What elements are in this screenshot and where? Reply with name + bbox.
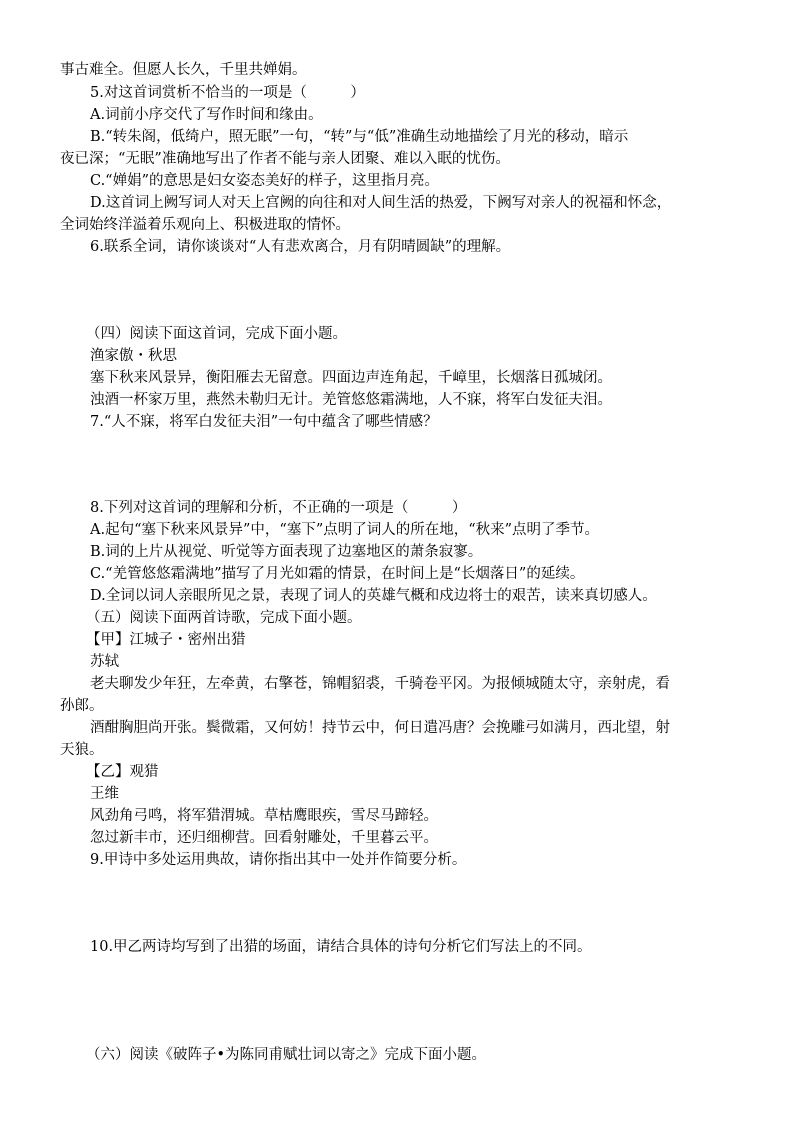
poem-line-cont: 天狼。	[60, 742, 104, 758]
poem-ending-line: 事古难全。但愿人长久，千里共婵娟。	[60, 62, 307, 78]
q5-option-b-cont: 夜已深；“无眠”准确地写出了作者不能与亲人团聚、难以入眠的忧伤。	[60, 151, 510, 167]
poem-author: 苏轼	[90, 654, 119, 670]
q5-option-a: A.词前小序交代了写作时间和缘由。	[90, 107, 323, 123]
question-10: 10.甲乙两诗均写到了出猎的场面，请结合具体的诗句分析它们写法上的不同。	[90, 939, 592, 955]
section-6-heading: （六）阅读《破阵子•为陈同甫赋壮词以寄之》完成下面小题。	[86, 1047, 487, 1063]
poem-title-guanlie: 【乙】观猎	[86, 764, 159, 780]
poem-line: 老夫聊发少年狂，左牵黄，右擎苍，锦帽貂裘，千骑卷平冈。为报倾城随太守，亲射虎，看	[90, 676, 670, 692]
poem-line: 浊酒一杯家万里，燕然未勒归无计。羌管悠悠霜满地，人不寐，将军白发征夫泪。	[90, 392, 612, 408]
q8-option-a: A.起句“塞下秋来风景异”中，“塞下”点明了词人的所在地，“秋来”点明了季节。	[90, 522, 600, 538]
question-8: 8.下列对这首词的理解和分析，不正确的一项是（ ）	[90, 500, 467, 516]
poem-line-cont: 孙郎。	[60, 698, 104, 714]
q5-option-c: C.“婵娟”的意思是妇女姿态美好的样子，这里指月亮。	[90, 173, 440, 189]
question-5: 5.对这首词赏析不恰当的一项是（ ）	[90, 85, 365, 101]
poem-title-jiangchengzi: 【甲】江城子・密州出猎	[86, 632, 246, 648]
q5-option-d: D.这首词上阙写词人对天上宫阙的向往和对人间生活的热爱，下阙写对亲人的祝福和怀念，	[90, 195, 672, 211]
q8-option-d: D.全词以词人亲眼所见之景，表现了词人的英雄气概和戍边将士的艰苦，读来真切感人。	[90, 588, 657, 604]
question-7: 7.“人不寐，将军白发征夫泪”一句中蕴含了哪些情感？	[90, 414, 438, 430]
poem-line: 风劲角弓鸣，将军猎渭城。草枯鹰眼疾，雪尽马蹄轻。	[90, 808, 438, 824]
section-5-heading: （五）阅读下面两首诗歌，完成下面小题。	[86, 610, 362, 626]
section-4-heading: （四）阅读下面这首词，完成下面小题。	[86, 326, 347, 342]
poem-author: 王维	[90, 786, 119, 802]
q8-option-c: C.“羌管悠悠霜满地”描写了月光如霜的情景，在时间上是“长烟落日”的延续。	[90, 566, 585, 582]
poem-line: 忽过新丰市，还归细柳营。回看射雕处，千里暮云平。	[90, 830, 438, 846]
question-9: 9.甲诗中多处运用典故，请你指出其中一处并作简要分析。	[90, 852, 467, 868]
poem-line: 塞下秋来风景异，衡阳雁去无留意。四面边声连角起，千嶂里，长烟落日孤城闭。	[90, 370, 612, 386]
q5-option-d-cont: 全词始终洋溢着乐观向上、积极进取的情怀。	[60, 217, 350, 233]
question-6: 6.联系全词，请你谈谈对“人有悲欢离合，月有阴晴圆缺”的理解。	[90, 239, 511, 255]
q5-option-b: B.“转朱阁，低绮户，照无眠”一句，“转”与“低”准确生动地描绘了月光的移动，暗示	[90, 129, 629, 145]
q8-option-b: B.词的上片从视觉、听觉等方面表现了边塞地区的萧条寂寥。	[90, 544, 483, 560]
poem-title-yujiaao: 渔家傲・秋思	[90, 348, 177, 364]
poem-line: 酒酣胸胆尚开张。鬓微霜，又何妨！持节云中，何日遣冯唐？会挽雕弓如满月，西北望，射	[90, 720, 670, 736]
